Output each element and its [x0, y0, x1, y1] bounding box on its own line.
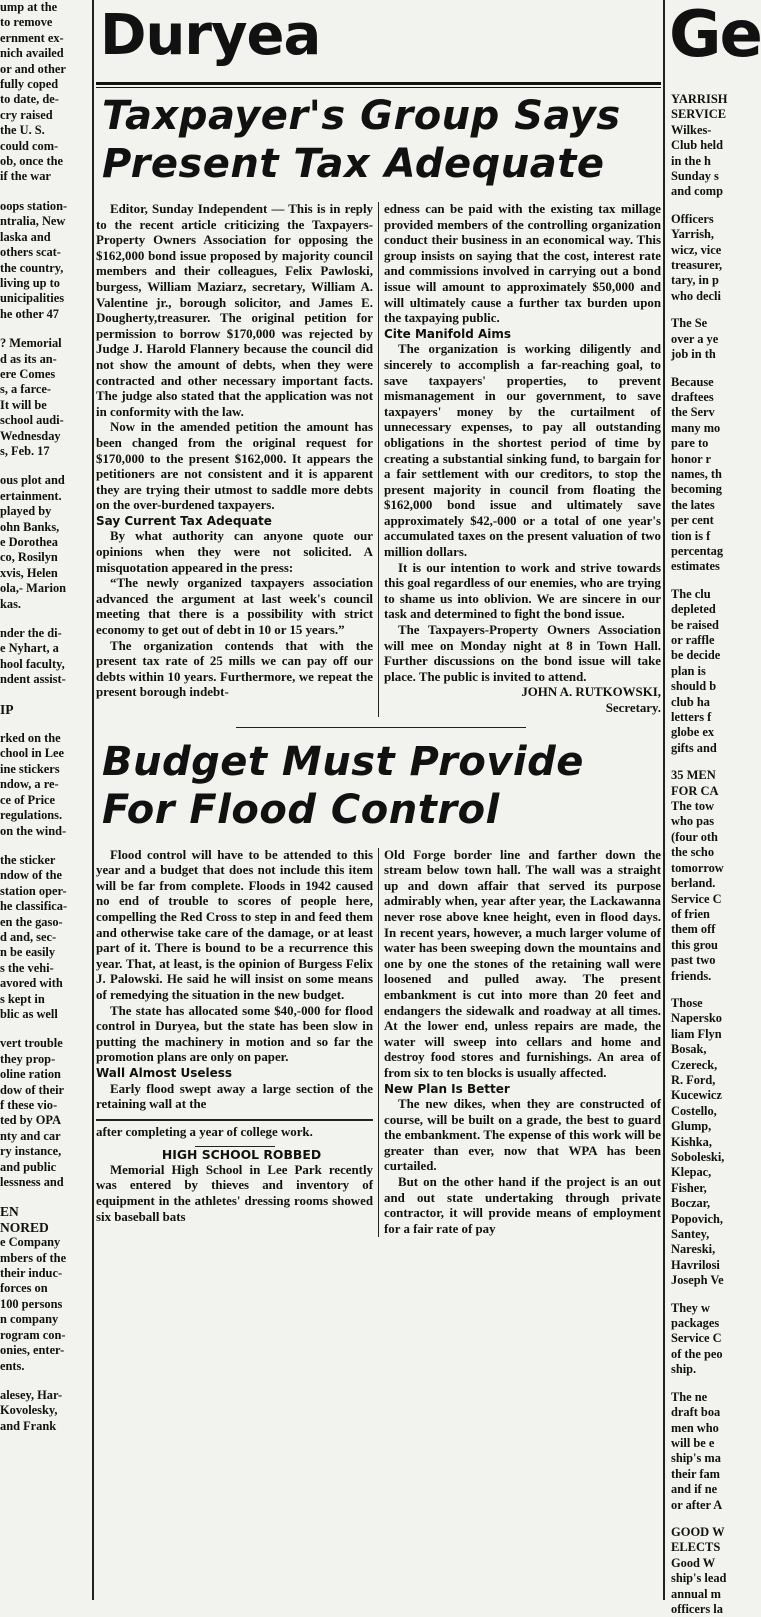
column-fragment-line: avored with: [0, 976, 63, 991]
column-fragment-line: (four oth: [671, 829, 718, 844]
column-fragment-line: n be easily: [0, 945, 56, 960]
column-fragment-line: It will be: [0, 397, 47, 412]
right-column-heading: GOOD W: [671, 1524, 725, 1539]
column-fragment-line: They w: [671, 1300, 710, 1315]
paragraph: It is our intention to work and strive towards this goal regardless of our enemies, who are trying to shame us into oblivion. We are sincere in our task and determined to fight the bond issue.: [384, 560, 661, 622]
column-fragment-line: dow of their: [0, 1082, 65, 1097]
column-fragment-line: ce of Price: [0, 792, 56, 807]
column-fragment-line: in the h: [671, 153, 711, 168]
main-column: [96, 0, 661, 1600]
paragraph: By what authority can anyone quote our opinions when they were not solicited. A misquotation appeared in the press:: [96, 529, 373, 575]
article-column-1: [96, 202, 373, 717]
column-fragment-line: e Company: [0, 1235, 61, 1250]
column-fragment-line: they prop-: [0, 1051, 56, 1066]
column-fragment-line: plan is: [671, 663, 706, 678]
column-fragment-line: oline ration: [0, 1067, 61, 1082]
column-fragment-line: s the vehi-: [0, 960, 54, 975]
column-fragment-line: ship.: [671, 1362, 697, 1377]
column-fragment-line: onies, enter-: [0, 1343, 65, 1358]
article-taxpayers-group: [96, 92, 661, 717]
article-column-2: [384, 202, 661, 717]
column-fragment-line: depleted: [671, 602, 716, 617]
column-fragment-line: who pas: [671, 814, 715, 829]
column-fragment-line: estimates: [671, 559, 720, 574]
column-fragment-line: Naperskо: [671, 1011, 722, 1026]
column-fragment-line: if the war: [0, 169, 51, 184]
column-fragment-line: ine stickers: [0, 761, 60, 776]
column-fragment-line: Officers: [671, 211, 714, 226]
column-fragment-line: chool in Lee: [0, 746, 65, 761]
column-fragment-line: annual m: [671, 1586, 721, 1601]
column-fragment-line: school audi-: [0, 413, 64, 428]
column-fragment-line: ndow of the: [0, 868, 62, 883]
column-fragment-line: job in th: [671, 347, 716, 362]
subheading: Say Current Tax Adequate: [96, 513, 272, 528]
paragraph: after completing a year of college work.: [96, 1124, 313, 1139]
column-fragment-line: Bosak,: [671, 1042, 707, 1057]
column-fragment-line: ted by OPA: [0, 1113, 62, 1128]
article-headline: [102, 92, 661, 188]
paragraph: The organization is working diligently and sincerely to accomplish a far-reaching goal, to save taxpayers' properties, to prevent mismanagement in our government, to save taxpayers' money by the curtailment of unnecessary expenses, to pay all outstanding obligations in the shortest period of time by creating a substantial sinking fund, to bargain for a fair settlement with our creditors, to stop the present majority in council from floating the $162,000 bond issue and ultimately save approximately $42,-000 or a total of one year's accumulated taxes on the present valuation of two million dollars.: [384, 342, 661, 560]
column-fragment-line: Wednesday: [0, 428, 61, 443]
column-fragment-line: should b: [671, 679, 717, 694]
column-fragment-line: regulations.: [0, 808, 63, 823]
column-fragment-line: unicipalities: [0, 291, 65, 306]
article-column-1: [96, 848, 373, 1238]
column-divider: [378, 202, 379, 717]
column-divider: [378, 848, 379, 1238]
column-fragment-line: ry instance,: [0, 1144, 62, 1159]
column-fragment-line: Czereck,: [671, 1057, 718, 1072]
column-fragment-line: and public: [0, 1159, 57, 1174]
paragraph: The organization contends that with the present tax rate of 25 mills we can pay off our debts within 10 years. Furthermore, we repeat the present borough indebt-: [96, 638, 373, 700]
headline-line: Taxpayer's Group Says: [102, 93, 621, 139]
column-fragment-line: d and, sec-: [0, 929, 57, 944]
column-fragment-line: the lates: [671, 497, 715, 512]
column-fragment-line: gifts and: [671, 740, 717, 755]
column-fragment-line: who decli: [671, 288, 721, 303]
column-fragment-line: their induc-: [0, 1266, 63, 1281]
column-fragment-line: to date, de-: [0, 92, 59, 107]
column-fragment-line: becoming: [671, 482, 722, 497]
column-fragment-line: ? Memorial: [0, 336, 62, 351]
column-fragment-line: ohn Banks,: [0, 519, 60, 534]
column-fragment-line: s, a farce-: [0, 382, 52, 397]
signature-title: Secretary.: [605, 701, 661, 715]
column-fragment-line: ntralia, New: [0, 214, 66, 229]
column-fragment-line: per cent: [671, 513, 714, 528]
column-fragment-line: ship's ma: [671, 1451, 721, 1466]
paragraph: Flood control will have to be attended to this year and a budget that does not include this item will be far from complete. Floods in 1942 caused no end of trouble to scores of people here, compelling the Red Cross to step in and feed them and otherwise take care of the damage, or at least part of it. There is bound to be a recurrence this year. That, at least, is the opinion of Burgess Felix J. Palowski. He said he will insist on some means of remedying the situation in the new budget.: [96, 847, 373, 1002]
column-fragment-line: their fam: [671, 1466, 720, 1481]
column-fragment-line: friends.: [671, 968, 712, 983]
column-fragment-line: fully coped: [0, 77, 59, 92]
column-fragment-line: n company: [0, 1312, 59, 1327]
column-fragment-line: cry raised: [0, 107, 53, 122]
column-fragment-line: forces on: [0, 1281, 48, 1296]
column-fragment-line: ous plot and: [0, 473, 65, 488]
column-fragment-line: letters f: [671, 710, 712, 725]
right-column-heading: FOR CA: [671, 783, 719, 798]
column-fragment-line: R. Ford,: [671, 1072, 716, 1087]
column-fragment-line: Sunday s: [671, 169, 719, 184]
headline-line: Budget Must Provide: [102, 738, 584, 785]
column-fragment-line: draft boa: [671, 1405, 721, 1420]
column-fragment-line: officers la: [671, 1601, 723, 1616]
column-fragment-line: nich availed: [0, 46, 64, 61]
column-fragment-line: will be e: [671, 1435, 715, 1450]
column-fragment-line: alesey, Har-: [0, 1387, 63, 1402]
story-separator: [96, 1119, 373, 1121]
column-fragment-line: blic as well: [0, 1006, 58, 1021]
column-fragment-line: names, th: [671, 466, 722, 481]
column-fragment-line: The tow: [671, 799, 715, 814]
column-fragment-line: others scat-: [0, 245, 61, 260]
column-fragment-line: nty and car: [0, 1128, 61, 1143]
column-fragment-line: Santey,: [671, 1227, 710, 1242]
left-column-heading: IP: [0, 701, 14, 717]
paragraph: Editor, Sunday Independent — This is in reply to the recent article criticizing the Taxpayers-Property Owners Association for opposing the $162,000 bond issue proposed by majority council members and their colleagues, Felix Pawloski, burgess, William Maziarz, secretary, William A. Valentine jr., borough solicitor, and James E. Dougherty,treasurer. The original petition for permission to borrow $170,000 was rejected by Judge J. Harold Flannery because the council did not show the amount of debts, when they were contracted and other necessary important facts. The judge also stated that the application was not in conformity with the law.: [96, 202, 373, 419]
column-fragment-line: Good W: [671, 1555, 716, 1570]
column-fragment-line: Kovolesky,: [0, 1403, 58, 1418]
column-fragment-line: Because: [671, 374, 714, 389]
column-fragment-line: could com-: [0, 138, 59, 153]
column-fragment-line: hool faculty,: [0, 656, 65, 671]
column-fragment-line: The Se: [671, 316, 708, 331]
column-fragment-line: or raffle: [671, 633, 715, 647]
column-fragment-line: and if ne: [671, 1482, 718, 1497]
column-fragment-line: mbers of the: [0, 1250, 67, 1265]
column-fragment-line: the scho: [671, 845, 715, 860]
column-fragment-line: past two: [671, 953, 716, 968]
column-fragment-line: laska and: [0, 229, 51, 244]
column-fragment-line: pare to: [671, 436, 709, 451]
right-column-heading: YARRISH: [671, 92, 728, 106]
column-fragment-line: Kucewicz: [671, 1088, 722, 1103]
article-body: [96, 202, 661, 717]
article-flood-control: [96, 738, 661, 1238]
signature-name: JOHN A. RUTKOWSKI,: [521, 685, 661, 700]
column-fragment-line: Havrilosi: [671, 1257, 720, 1272]
column-fragment-line: over a ye: [671, 331, 719, 346]
article-separator: [236, 727, 526, 728]
column-fragment-line: played by: [0, 504, 52, 519]
column-fragment-line: ship's lead: [671, 1571, 727, 1586]
paragraph: Early flood swept away a large section of the retaining wall at the: [96, 1081, 373, 1112]
column-fragment-line: to remove: [0, 15, 53, 30]
article-body: [96, 848, 661, 1238]
column-fragment-line: tary, in p: [671, 273, 719, 288]
paragraph: The state has allocated some $40,-000 for flood control in Duryea, but the state has been slow in putting the machinery in motion and so far the promotion plans are only on paper.: [96, 1003, 373, 1065]
paragraph: Old Forge border line and farther down the stream below town hall. The wall was a straight up and down affair that served its purpose admirably when, year after year, the Lackawanna never rose above knee height, even in flood days. In recent years, however, a much larger volume of water has been sweeping down the mountains and one by one the stones of the retaining wall were loosened and pulled away. The present embankment is cut into more than 20 feet and endangers the sidewalk and roadway at all times. At the lower end, unless repairs are made, the water will sweep into cellars and home and destroy food stores and furnishings. An area of from six to ten blocks is usually affected.: [384, 847, 661, 1080]
column-fragment-line: vert trouble: [0, 1036, 63, 1051]
column-fragment-line: f these vio-: [0, 1098, 58, 1112]
column-fragment-line: 100 persons: [0, 1296, 63, 1311]
column-fragment-line: he other 47: [0, 306, 59, 321]
column-fragment-line: packages: [671, 1316, 720, 1331]
column-fragment-line: Soboleski,: [671, 1150, 725, 1164]
column-fragment-line: ob, once the: [0, 154, 63, 169]
column-fragment-line: ndent assist-: [0, 672, 66, 687]
column-fragment-line: ernment ex-: [0, 30, 64, 45]
column-fragment-line: of the peo: [671, 1346, 723, 1361]
column-fragment-line: Service C: [671, 891, 722, 906]
subheading: Cite Manifold Aims: [384, 326, 512, 341]
column-fragment-line: en the gaso-: [0, 914, 63, 929]
column-fragment-line: e Nyhart, a: [0, 641, 59, 656]
paragraph: Now in the amended petition the amount has been changed from the original request for $170,000 to the present $162,000. It appears the petitioners are not consistent and it is apparent they are trying their utmost to saddle more debts on the over-burdened taxpayers.: [96, 420, 373, 513]
column-fragment-line: liam Flyn: [671, 1026, 722, 1041]
column-fragment-line: kas.: [0, 596, 22, 611]
column-fragment-line: Yarrish,: [671, 227, 715, 242]
column-fragment-line: lessness and: [0, 1175, 64, 1190]
left-column-heading: EN: [0, 1204, 19, 1220]
column-fragment-line: them off: [671, 922, 716, 937]
column-fragment-line: the country,: [0, 260, 64, 275]
column-fragment-line: Popovich,: [671, 1211, 723, 1226]
right-column-heading: SERVICE: [671, 107, 727, 122]
column-fragment-line: be raised: [671, 617, 719, 632]
column-fragment-line: ola,- Marion: [0, 581, 67, 596]
paragraph: Memorial High School in Lee Park recently was entered by thieves and inventory of equipment in the athletes' dressing rooms showed six baseball bats: [96, 1162, 373, 1224]
column-fragment-line: on the wind-: [0, 823, 67, 838]
column-fragment-line: Kishka,: [671, 1134, 712, 1149]
column-fragment-line: station oper-: [0, 883, 67, 898]
right-masthead-fragment: Ge: [669, 0, 761, 72]
column-fragment-line: co, Rosilyn: [0, 550, 58, 565]
masthead-rule: [96, 82, 661, 88]
column-fragment-line: he classifica-: [0, 899, 68, 914]
column-fragment-line: ump at the: [0, 0, 58, 14]
column-fragment-line: Boczar,: [671, 1196, 711, 1211]
column-fragment-line: or after A: [671, 1497, 723, 1512]
right-adjacent-column: [663, 0, 761, 1616]
column-fragment-line: honor r: [671, 451, 712, 466]
column-fragment-line: draftees: [671, 389, 714, 404]
column-fragment-line: Wilkes-: [671, 122, 712, 137]
paragraph: The Taxpayers-Property Owners Association will mee on Monday night at 8 in Town Hall. Further discussions on the bond issue will take place. The public is invited to attend.: [384, 623, 661, 684]
column-fragment-line: club ha: [671, 694, 710, 709]
column-fragment-line: ertainment.: [0, 488, 62, 503]
column-fragment-line: or and other: [0, 61, 66, 76]
column-fragment-line: tomorrow: [671, 860, 724, 875]
column-fragment-line: Costello,: [671, 1103, 717, 1118]
column-fragment-line: Club held: [671, 138, 723, 153]
subheading: HIGH SCHOOL ROBBED: [161, 1147, 322, 1163]
column-fragment-line: Joseph Ve: [671, 1273, 724, 1288]
column-fragment-line: The ne: [671, 1389, 708, 1404]
column-fragment-line: the U. S.: [0, 123, 45, 138]
column-fragment-line: ents.: [0, 1358, 25, 1373]
subheading: New Plan Is Better: [384, 1081, 510, 1096]
column-fragment-line: men who: [671, 1420, 719, 1435]
article-headline: [102, 738, 661, 834]
column-fragment-line: wicz, vice: [671, 242, 722, 257]
paragraph: The new dikes, when they are constructed of course, will be built on a grade, the best to guard the embankment. The expense of this work will be greater than ever, now that WPA has been curtailed.: [384, 1097, 661, 1174]
column-fragment-line: e Dorothea: [0, 535, 58, 549]
column-fragment-line: ere Comes: [0, 366, 56, 381]
column-fragment-line: tion is f: [671, 528, 711, 543]
paragraph: “The newly organized taxpayers association advanced the argument at last week's council meeting that there is a possibility with strict economy to get out of debt in 10 or 15 years.”: [96, 576, 373, 638]
article-column-2: [384, 848, 661, 1238]
right-column-heading: 35 MEN: [671, 768, 716, 783]
left-column-heading: NORED: [0, 1219, 49, 1235]
paragraph: But on the other hand if the project is an out and out state undertaking through private contractor, it will provide means of employment for a fair rate of pay: [384, 1175, 661, 1236]
column-fragment-line: many mo: [671, 420, 721, 435]
paragraph: edness can be paid with the existing tax millage provided members of the controlling organization conduct their business in an economical way. This group insists on saying that the cost, interest rate and commissions involved in carrying out a bond issue will amount to approximately $50,000 and will ultimately cause a further tax burden upon the taxpaying public.: [384, 202, 661, 326]
section-masthead: Duryea: [100, 3, 321, 68]
column-fragment-line: percentag: [671, 543, 724, 558]
headline-line: For Flood Control: [102, 786, 500, 833]
column-fragment-line: berland.: [671, 876, 716, 891]
column-fragment-line: and comp: [671, 184, 723, 199]
column-fragment-line: oops station-: [0, 198, 68, 213]
column-fragment-line: d as its an-: [0, 351, 57, 366]
column-fragment-line: globe ex: [671, 725, 715, 740]
column-fragment-line: Fisher,: [671, 1180, 707, 1195]
column-fragment-line: be decide: [671, 648, 721, 663]
left-adjacent-column: [0, 0, 94, 1600]
column-fragment-line: rogram con-: [0, 1327, 66, 1342]
column-fragment-line: s, Feb. 17: [0, 443, 50, 458]
column-fragment-line: Those: [671, 995, 703, 1010]
subheading: Wall Almost Useless: [96, 1065, 233, 1080]
column-fragment-line: and Frank: [0, 1418, 57, 1433]
column-fragment-line: xvis, Helen: [0, 565, 58, 580]
column-fragment-line: nder the di-: [0, 626, 62, 641]
column-fragment-line: Nareski,: [671, 1242, 716, 1257]
column-fragment-line: of frien: [671, 906, 710, 921]
column-fragment-line: ndow, a re-: [0, 777, 59, 792]
column-fragment-line: Glump,: [671, 1119, 712, 1134]
column-fragment-line: treasurer,: [671, 258, 723, 273]
column-fragment-line: Klepac,: [671, 1165, 712, 1180]
column-fragment-line: rked on the: [0, 731, 61, 746]
column-fragment-line: living up to: [0, 275, 60, 290]
column-fragment-line: Service C: [671, 1331, 722, 1346]
right-column-heading: ELECTS: [671, 1540, 721, 1555]
column-fragment-line: the Serv: [671, 405, 715, 420]
headline-line: Present Tax Adequate: [102, 141, 605, 187]
column-fragment-line: s kept in: [0, 991, 45, 1006]
column-fragment-line: this grou: [671, 937, 718, 952]
column-fragment-line: The clu: [671, 586, 711, 601]
column-fragment-line: the sticker: [0, 852, 56, 867]
